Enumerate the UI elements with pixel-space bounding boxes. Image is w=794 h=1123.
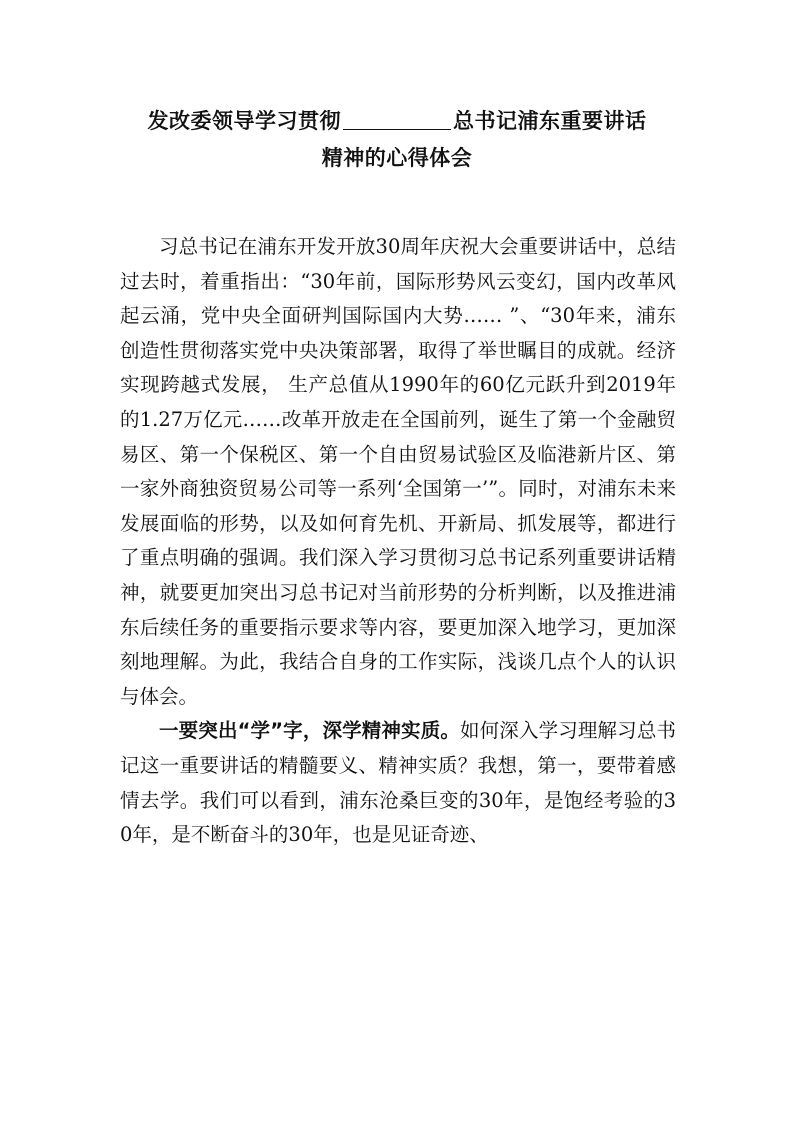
title-line-1 — [0, 103, 794, 140]
title-text-before-blank: 发改委领导学习贯彻 — [147, 109, 341, 133]
title-text-after-blank: 总书记浦东重要讲话 — [453, 109, 647, 133]
paragraph-1-text: 习总书记在浦东开发开放30周年庆祝大会重要讲话中，总结过去时，着重指出：“30年前，国际形势风云变幻，国内改革风起云涌，党中央全面研判国际国内大势…… ”、“30年来，浦东创造性贯彻落实党中央决策部署，取得了举世瞩目的成就。经济实现跨越式发展， 生产总值从1990年的60亿元跃升到2019年的1.27万亿元……改革开放走在全国前列，诞生了第一个金融贸易区、第一个保税区、第一个自由贸易试验区及临港新片区、第一家外商独资贸易公司等一系列‘全国第一’”。同时，对浦东未来发展面临的形势，以及如何育先机、开新局、抓发展等，都进行了重点明确的强调。我们深入学习贯彻习总书记系列重要讲话精神，就要更加突出习总书记对当前形势的分析判断，以及推进浦东后续任务的重要指示要求等内容，要更加深入地学习，更加深刻地理解。为此，我结合自身的工作实际，浅谈几点个人的认识与体会。 — [120, 235, 676, 708]
title-fill-in-blank — [343, 107, 451, 130]
title-line-2: 精神的心得体会 — [321, 146, 473, 170]
paragraph-2-lead-heading: 一要突出“学”字，深学精神实质。 — [159, 719, 460, 743]
paragraph-2 — [120, 714, 676, 852]
document-title — [0, 103, 794, 177]
document-body — [120, 230, 676, 853]
paragraph-2-text: 如何深入学习理解习总书记这一重要讲话的精髓要义、精神实质？我想，第一，要带着感情去学。我们可以看到，浦东沧桑巨变的30年，是饱经考验的30年，是不断奋斗的30年，也是见证奇迹、 — [120, 719, 676, 847]
paragraph-1 — [120, 230, 676, 714]
